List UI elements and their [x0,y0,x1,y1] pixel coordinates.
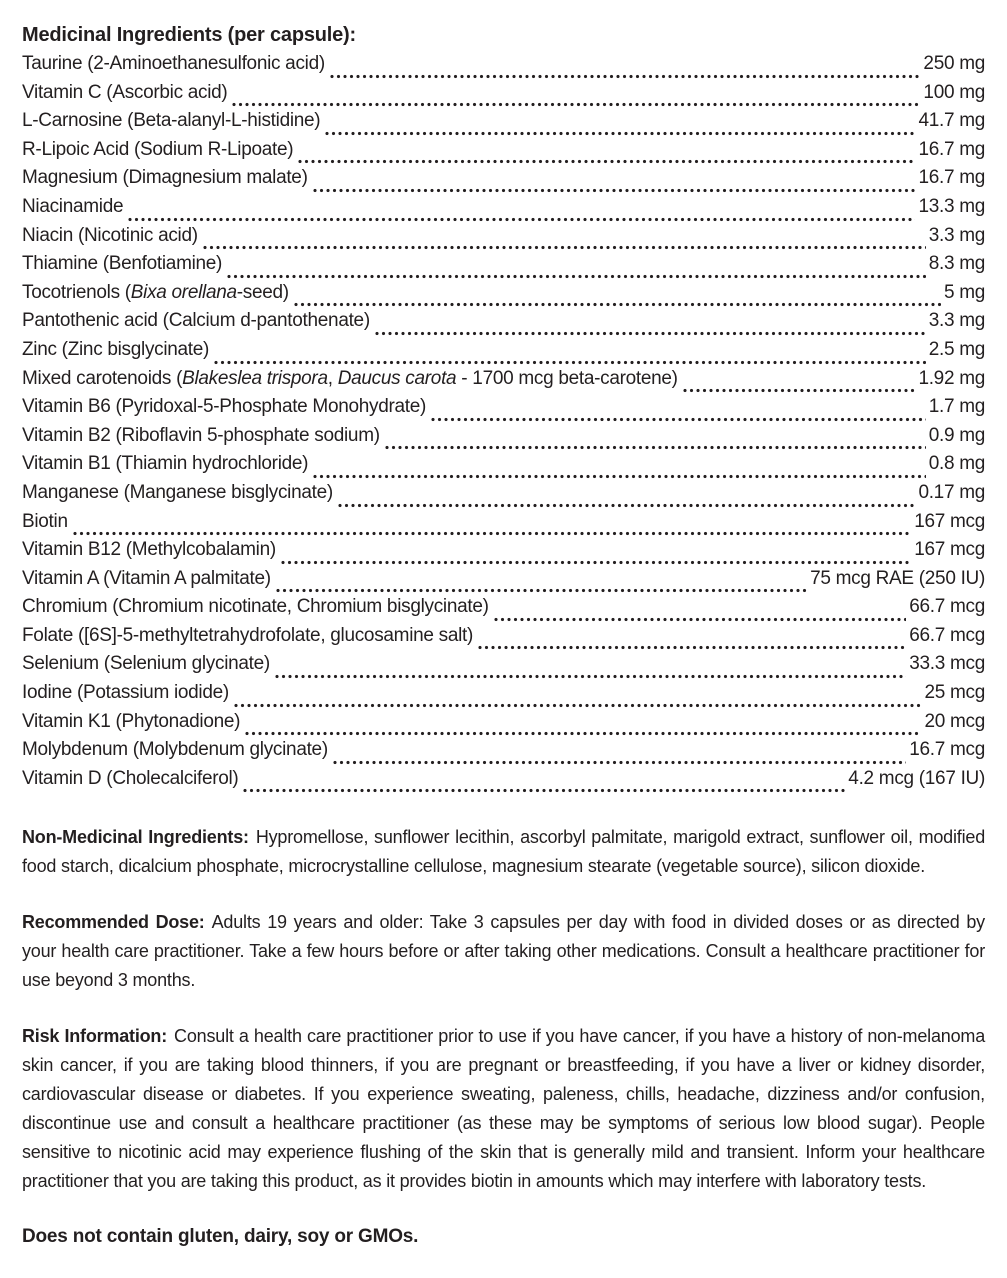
ingredient-amount: 0.17 mg [918,481,985,503]
ingredient-name: Vitamin C (Ascorbic acid) [22,81,228,103]
ingredient-amount: 66.7 mcg [909,596,985,618]
dotted-leader [683,368,916,397]
dotted-leader [275,653,906,682]
dotted-leader [494,596,907,625]
ingredient-amount: 3.3 mg [928,310,985,332]
ingredient-row [22,539,985,568]
ingredient-amount: 16.7 mg [918,167,985,189]
dotted-leader [214,339,926,368]
dotted-leader [298,139,915,168]
ingredient-name: Molybdenum (Molybdenum glycinate) [22,739,328,761]
ingredient-amount: 1.7 mg [928,396,985,418]
ingredient-row [22,82,985,111]
dotted-leader [333,739,906,768]
recommended-dose-label: Recommended Dose: [22,912,205,933]
ingredient-row [22,511,985,540]
ingredient-amount: 250 mg [923,53,985,74]
non-medicinal-ingredients-section [22,823,985,881]
ingredient-row [22,739,985,768]
ingredient-amount: 3.3 mg [928,224,985,246]
ingredient-name: Chromium (Chromium nicotinate, Chromium bisglycinate) [22,596,489,618]
ingredient-amount: 4.2 mcg (167 IU) [848,767,985,789]
ingredient-name: Niacin (Nicotinic acid) [22,224,198,246]
ingredient-name: Iodine (Potassium iodide) [22,682,229,704]
ingredient-amount: 167 mcg [914,510,985,532]
ingredient-row [22,225,985,254]
dotted-leader [325,110,915,139]
risk-information-section [22,1022,985,1196]
ingredient-amount: 41.7 mg [918,110,985,132]
dotted-leader [375,310,926,339]
dotted-leader [294,282,941,311]
ingredient-row [22,768,985,797]
ingredient-amount: 25 mcg [924,682,985,704]
ingredient-row [22,568,985,597]
ingredient-amount: 8.3 mg [928,253,985,275]
does-not-contain-statement: Does not contain gluten, dairy, soy or GMOs. [22,1226,419,1248]
ingredient-name: Vitamin K1 (Phytonadione) [22,710,241,732]
ingredient-amount: 2.5 mg [928,338,985,360]
ingredient-amount: 0.8 mg [928,453,985,475]
ingredient-name: Biotin [22,510,68,532]
ingredient-name: Manganese (Manganese bisglycinate) [22,481,333,503]
ingredient-row [22,653,985,682]
medicinal-ingredients-heading: Medicinal Ingredients (per capsule): [22,24,356,46]
dotted-leader [128,196,915,225]
ingredient-row [22,339,985,368]
ingredient-row [22,167,985,196]
ingredient-name: Vitamin A (Vitamin A palmitate) [22,567,271,589]
recommended-dose-section [22,908,985,995]
ingredient-name: Vitamin B2 (Riboflavin 5-phosphate sodium) [22,424,380,446]
medicinal-ingredients-list [22,53,985,796]
ingredient-row [22,453,985,482]
dotted-leader [313,453,926,482]
ingredient-name: Mixed carotenoids (Blakeslea trispora, Daucus carota - 1700 mcg beta-carotene) [22,367,678,389]
ingredient-amount: 20 mcg [924,710,985,732]
ingredient-name: Vitamin B6 (Pyridoxal-5-Phosphate Monohydrate) [22,396,427,418]
dotted-leader [431,396,926,425]
ingredient-row [22,625,985,654]
dotted-leader [281,539,911,568]
non-medicinal-ingredients-label: Non-Medicinal Ingredients: [22,827,249,848]
ingredient-name: Vitamin D (Cholecalciferol) [22,767,239,789]
dotted-leader [243,768,845,797]
ingredient-row [22,711,985,740]
dotted-leader [385,425,926,454]
dotted-leader [232,82,920,111]
ingredient-amount: 16.7 mg [918,138,985,160]
ingredient-name: L-Carnosine (Beta-alanyl-L-histidine) [22,110,321,132]
recommended-dose-body: Adults 19 years and older: Take 3 capsules per day with food in divided doses or as directed by your health care practitioner. Take a few hours before or after taking other medications. Consult a healthcare practitioner for use beyond 3 months. [22,912,985,991]
dotted-leader [203,225,926,254]
risk-information-body: Consult a health care practitioner prior to use if you have cancer, if you have a history of non-melanoma skin cancer, if you are taking blood thinners, if you are pregnant or breastfeeding, if you have a liver or kidney disorder, cardiovascular disease or diabetes. If you experience sweating, paleness, chills, headache, dizziness and/or confusion, discontinue use and consult a healthcare practitioner (as these may be symptoms of serious low blood sugar). People sensitive to nicotinic acid may experience flushing of the skin that is generally mild and transient. Inform your healthcare practitioner that you are taking this product, as it provides biotin in amounts which may interfere with laboratory tests. [22,1026,986,1192]
ingredient-row [22,682,985,711]
ingredient-name: Selenium (Selenium glycinate) [22,653,270,675]
ingredient-name: Niacinamide [22,195,124,217]
dotted-leader [227,253,926,282]
ingredient-name: Folate ([6S]-5-methyltetrahydrofolate, glucosamine salt) [22,624,474,646]
non-medicinal-ingredients-body: Hypromellose, sunflower lecithin, ascorbyl palmitate, marigold extract, sunflower oil, modified food starch, dicalcium phosphate, microcrystalline cellulose, magnesium stearate (vegetable source), silicon dioxide. [22,827,986,877]
ingredient-name: Tocotrienols (Bixa orellana-seed) [22,281,289,303]
dotted-leader [276,568,807,597]
ingredient-amount: 167 mcg [914,539,985,561]
ingredient-row [22,425,985,454]
ingredient-row [22,368,985,397]
ingredient-row [22,253,985,282]
ingredient-amount: 75 mcg RAE (250 IU) [810,567,985,589]
ingredient-name: Magnesium (Dimagnesium malate) [22,167,308,189]
dotted-leader [73,511,911,540]
ingredient-amount: 1.92 mg [918,367,985,389]
dotted-leader [478,625,906,654]
ingredient-row [22,282,985,311]
ingredient-amount: 13.3 mg [918,195,985,217]
ingredient-row [22,53,985,82]
dotted-leader [234,682,922,711]
ingredient-amount: 66.7 mcg [909,624,985,646]
ingredient-name: Vitamin B1 (Thiamin hydrochloride) [22,453,309,475]
ingredient-row [22,110,985,139]
ingredient-amount: 16.7 mcg [909,739,985,761]
dotted-leader [338,482,916,511]
ingredient-row [22,139,985,168]
ingredient-amount: 100 mg [923,81,985,103]
ingredient-row [22,196,985,225]
risk-information-label: Risk Information: [22,1026,168,1047]
ingredient-name: Taurine (2-Aminoethanesulfonic acid) [22,53,325,74]
ingredient-name: Zinc (Zinc bisglycinate) [22,338,210,360]
ingredient-name: Vitamin B12 (Methylcobalamin) [22,539,276,561]
ingredient-row [22,396,985,425]
ingredient-name: Pantothenic acid (Calcium d-pantothenate) [22,310,370,332]
dotted-leader [245,711,921,740]
ingredient-amount: 33.3 mcg [909,653,985,675]
ingredient-row [22,596,985,625]
ingredient-row [22,482,985,511]
dotted-leader [330,53,921,82]
ingredient-amount: 5 mg [943,281,985,303]
ingredient-name: Thiamine (Benfotiamine) [22,253,223,275]
dotted-leader [313,167,916,196]
ingredient-amount: 0.9 mg [928,424,985,446]
ingredient-name: R-Lipoic Acid (Sodium R-Lipoate) [22,138,294,160]
ingredient-row [22,310,985,339]
